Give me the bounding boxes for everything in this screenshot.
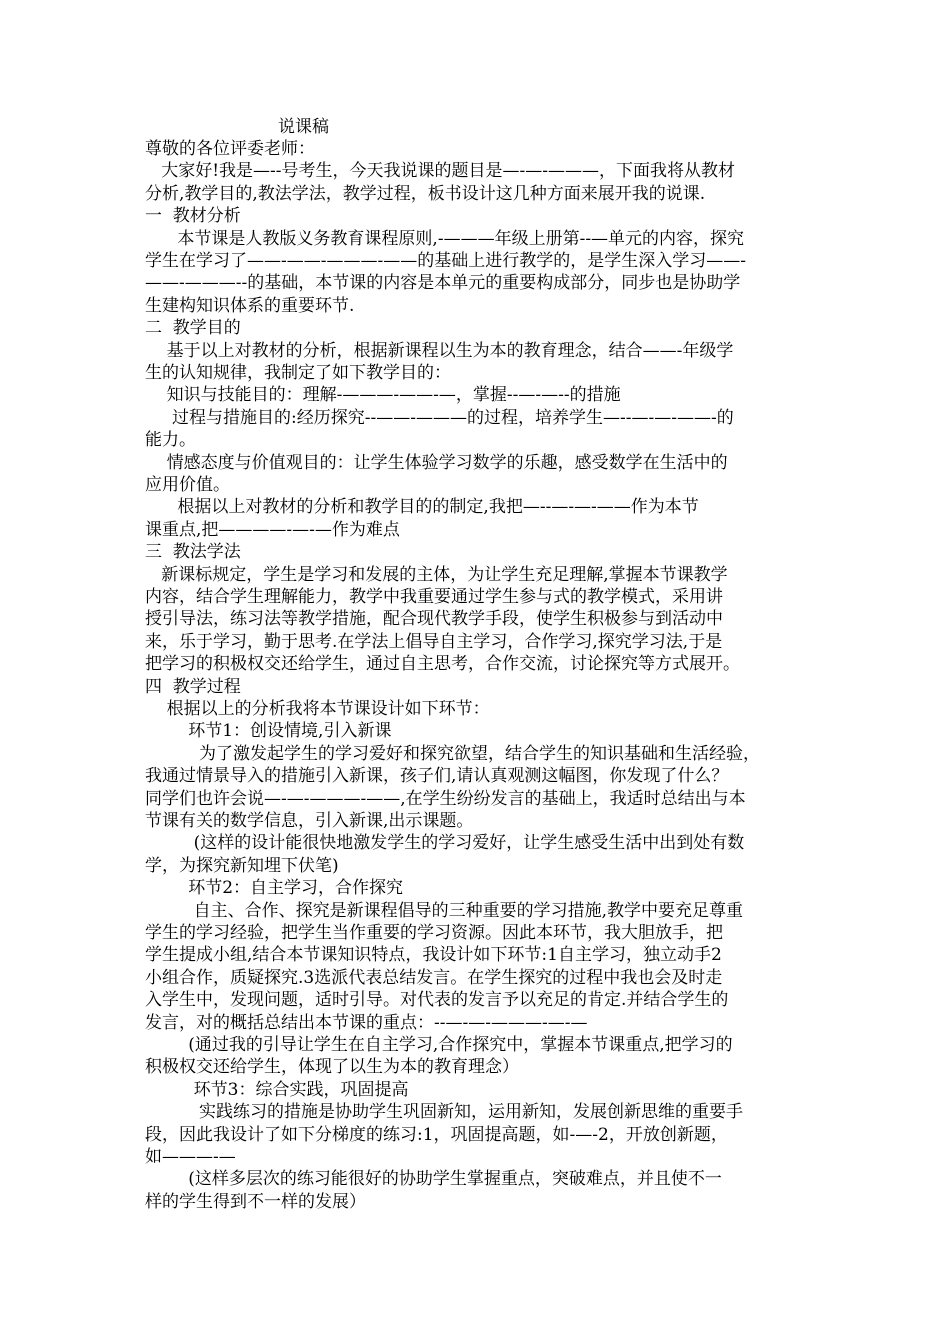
body-line: 过程与措施目的:经历探究--——-———的过程，培养学生—--—-—-——-的 (145, 407, 734, 428)
body-line: 环节2：自主学习，合作探究 (145, 878, 404, 899)
body-line: 环节3：综合实践，巩固提高 (145, 1079, 409, 1100)
body-line: 同学们也许会说—-—-———-——,在学生纷纷发言的基础上，我适时总结出与本 (145, 788, 746, 809)
body-line: 知识与技能目的：理解-———-——-—，掌握--—-—--的措施 (145, 385, 621, 406)
body-line: 积极权交还给学生，体现了以生为本的教育理念） (145, 1057, 519, 1078)
body-line: 基于以上对教材的分析，根据新课程以生为本的教育理念，结合——-年级学 (145, 340, 734, 361)
body-line: 根据以上的分析我将本节课设计如下环节： (145, 699, 490, 719)
body-line: 学生的学习经验，把学生当作重要的学习资源。因此本环节，我大胆放手，把 (145, 923, 723, 943)
body-line: 本节课是人教版义务教育课程原则,-———年级上册第--—单元的内容，探究 (145, 228, 745, 249)
body-line: 内容，结合学生理解能力，教学中我重要通过学生参与式的教学模式，采用讲 (145, 587, 723, 607)
body-line: 节课有关的数学信息，引入新课,出示课题。 (145, 811, 474, 831)
body-line: 四 教学过程 (145, 676, 241, 697)
body-line: 尊敬的各位评委老师： (145, 139, 315, 159)
document-title: 说课稿 (278, 117, 329, 137)
body-line: 自主、合作、探究是新课程倡导的三种重要的学习措施,教学中要充足尊重 (145, 900, 744, 921)
body-line: (通过我的引导让学生在自主学习,合作探究中，掌握本节课重点,把学习的 (145, 1035, 733, 1055)
body-line: 分析,教学目的,教法学法，教学过程，板书设计这几种方面来展开我的说课. (145, 183, 706, 204)
body-line: (这样多层次的练习能很好的协助学生掌握重点，突破难点，并且使不一 (145, 1169, 722, 1190)
body-line: 三 教法学法 (145, 542, 241, 563)
body-line: 学生提成小组,结合本节课知识特点，我设计如下环节:1自主学习，独立动手2 (145, 945, 722, 966)
body-line: 学生在学习了——-——-———-——的基础上进行教学的，是学生深入学习——- (145, 251, 746, 271)
body-line: 一 教材分析 (145, 206, 241, 227)
body-line: 课重点,把————-—-—作为难点 (145, 519, 400, 540)
body-line: 段，因此我设计了如下分梯度的练习:1，巩固提高题，如-—-2，开放创新题， (145, 1124, 728, 1145)
body-line: 大家好!我是—--号考生，今天我说课的题目是—-—-———，下面我将从教材 (145, 161, 736, 182)
body-line: 新课标规定，学生是学习和发展的主体，为让学生充足理解,掌握本节课教学 (145, 564, 728, 585)
body-line: 能力。 (145, 430, 196, 451)
body-line: 入学生中，发现问题，适时引导。对代表的发言予以充足的肯定.并结合学生的 (145, 990, 729, 1011)
body-line: 小组合作，质疑探究.3选派代表总结发言。在学生探究的过程中我也会及时走 (145, 967, 723, 988)
body-line: 发言，对的概括总结出本节课的重点：--—-—-———-—-— (145, 1012, 588, 1033)
body-line: 我通过情景导入的措施引入新课，孩子们,请认真观测这幅图，你发现了什么？ (145, 766, 729, 787)
body-line: 把学习的积极权交还给学生，通过自主思考，合作交流，讨论探究等方式展开。 (145, 654, 740, 675)
body-line: 授引导法，练习法等教学措施，配合现代教学手段，使学生积极参与到活动中 (145, 609, 723, 630)
body-line: 根据以上对教材的分析和教学目的的制定,我把—--—-—-——作为本节 (145, 497, 699, 518)
body-line: 应用价值。 (145, 475, 230, 495)
body-line: 来，乐于学习，勤于思考.在学法上倡导自主学习，合作学习,探究学习法,于是 (145, 631, 723, 652)
body-line: 实践练习的措施是协助学生巩固新知，运用新知，发展创新思维的重要手 (145, 1102, 744, 1123)
body-line: 生建构知识体系的重要环节. (145, 295, 355, 316)
body-line: 样的学生得到不一样的发展） (145, 1191, 366, 1212)
body-line: 生的认知规律，我制定了如下教学目的： (145, 363, 451, 383)
body-line: 如———-— (145, 1147, 236, 1167)
body-line: 二 教学目的 (145, 318, 241, 339)
body-line: 为了激发起学生的学习爱好和探究欲望，结合学生的知识基础和生活经验， (145, 743, 761, 764)
body-line: 环节1：创设情境,引入新课 (145, 721, 392, 742)
body-line: 情感态度与价值观目的：让学生体验学习数学的乐趣，感受数学在生活中的 (145, 452, 728, 473)
body-line: ——-———--的基础，本节课的内容是本单元的重要构成部分，同步也是协助学 (145, 273, 741, 294)
body-line: 学，为探究新知埋下伏笔) (145, 855, 339, 876)
body-line: (这样的设计能很快地激发学生的学习爱好，让学生感受生活中出到处有数 (145, 833, 745, 854)
